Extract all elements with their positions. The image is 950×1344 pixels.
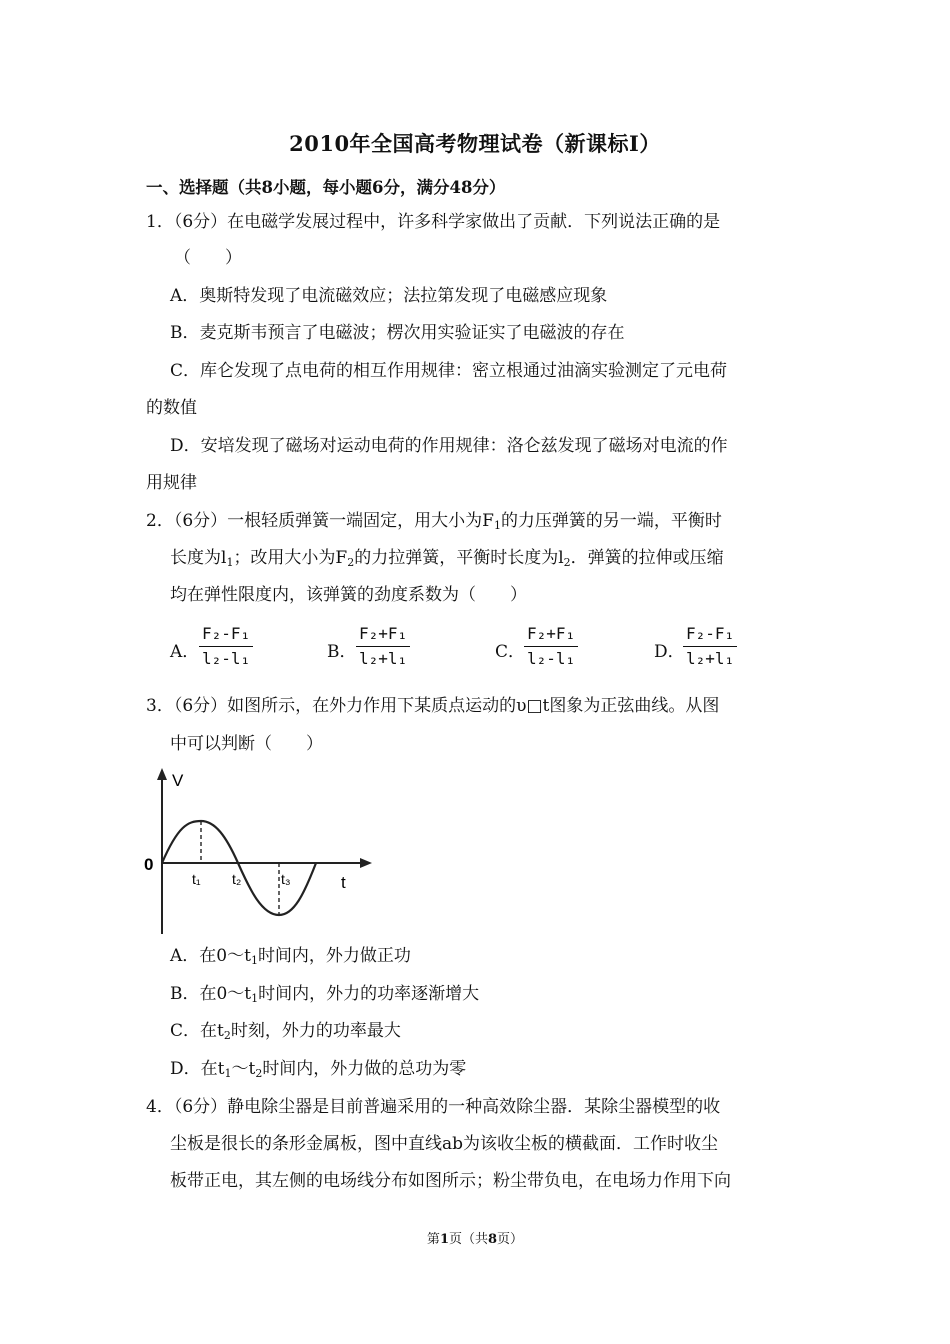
q1-option-a: A．奥斯特发现了电流磁效应；法拉第发现了电磁感应现象: [170, 286, 608, 306]
q3-option-a: A．在$0\sim t_1$时间内，外力做正功: [170, 946, 411, 967]
q2-option-d-label: D．: [654, 642, 685, 662]
q3-option-b: B．在$0\sim t_1$时间内，外力的功率逐渐增大: [170, 984, 480, 1005]
t3-label: t₃: [281, 871, 291, 887]
section-heading: 一、选择题（共8小题，每小题6分，满分48分）: [146, 178, 506, 197]
v-axis-arrow: [157, 768, 167, 780]
q2-option-a-label: A．: [170, 642, 200, 662]
q3-option-c: C．在$t_2$时刻，外力的功率最大: [170, 1021, 401, 1042]
q2-option-c-label: C．: [495, 642, 526, 662]
page-footer: 第1页（共8页）: [426, 1232, 524, 1247]
q4-stem-line1: 4．（6分）静电除尘器是目前普遍采用的一种高效除尘器．某除尘器模型的收: [146, 1097, 721, 1117]
q1-stem-line1: 1．（6分）在电磁学发展过程中，许多科学家做出了贡献．下列说法正确的是: [146, 212, 721, 232]
q2-stem-line3: 均在弹性限度内，该弹簧的劲度系数为（ ）: [170, 585, 527, 605]
t-axis-arrow: [360, 858, 372, 868]
q1-option-c-line1: C．库仑发现了点电荷的相互作用规律：密立根通过油滴实验测定了元电荷: [170, 361, 728, 381]
v-axis-label: V: [172, 771, 184, 790]
vt-sine-graph: [138, 766, 378, 938]
q1-option-c-line2: 的数值: [146, 398, 197, 418]
t-axis-label: t: [341, 873, 346, 892]
q2-stem-line2: 长度为$l_1$；改用大小为$F_2$的力拉弹簧，平衡时长度为$l_2$．弹簧的拉伸或压缩: [170, 548, 724, 569]
q1-option-b: B．麦克斯韦预言了电磁波；楞次用实验证实了电磁波的存在: [170, 323, 625, 343]
q2-option-b-label: B．: [327, 642, 357, 662]
sine-curve: [162, 821, 316, 915]
q2-option-c-fraction: F₂+F₁ l₂-l₁: [524, 624, 578, 669]
t2-label: t₂: [232, 871, 242, 887]
q4-stem-line2: 尘板是很长的条形金属板，图中直线ab为该收尘板的横截面．工作时收尘: [170, 1134, 719, 1154]
q2-option-b-fraction: F₂+F₁ l₂+l₁: [356, 624, 410, 669]
q2-stem-line1: 2．（6分）一根轻质弹簧一端固定，用大小为$F_1$的力压弹簧的另一端，平衡时: [146, 511, 722, 532]
q3-stem-line1: 3．（6分）如图所示，在外力作用下某质点运动的υ□t图象为正弦曲线。从图: [146, 696, 720, 716]
exam-title: 2010年全国高考物理试卷（新课标I）: [289, 131, 661, 156]
q1-option-d-line2: 用规律: [146, 473, 197, 493]
q1-option-d-line1: D．安培发现了磁场对运动电荷的作用规律：洛仑兹发现了磁场对电流的作: [170, 436, 728, 456]
q1-stem-line2: （ ）: [174, 248, 242, 268]
origin-label: 0: [144, 855, 154, 874]
q2-option-a-fraction: F₂-F₁ l₂-l₁: [199, 624, 253, 669]
q3-option-d: D．在$t_1\sim t_2$时间内，外力做的总功为零: [170, 1059, 467, 1080]
q4-stem-line3: 板带正电，其左侧的电场线分布如图所示；粉尘带负电，在电场力作用下向: [170, 1171, 731, 1191]
t1-label: t₁: [192, 871, 201, 887]
q2-option-d-fraction: F₂-F₁ l₂+l₁: [683, 624, 737, 669]
q3-stem-line2: 中可以判断（ ）: [170, 734, 323, 754]
